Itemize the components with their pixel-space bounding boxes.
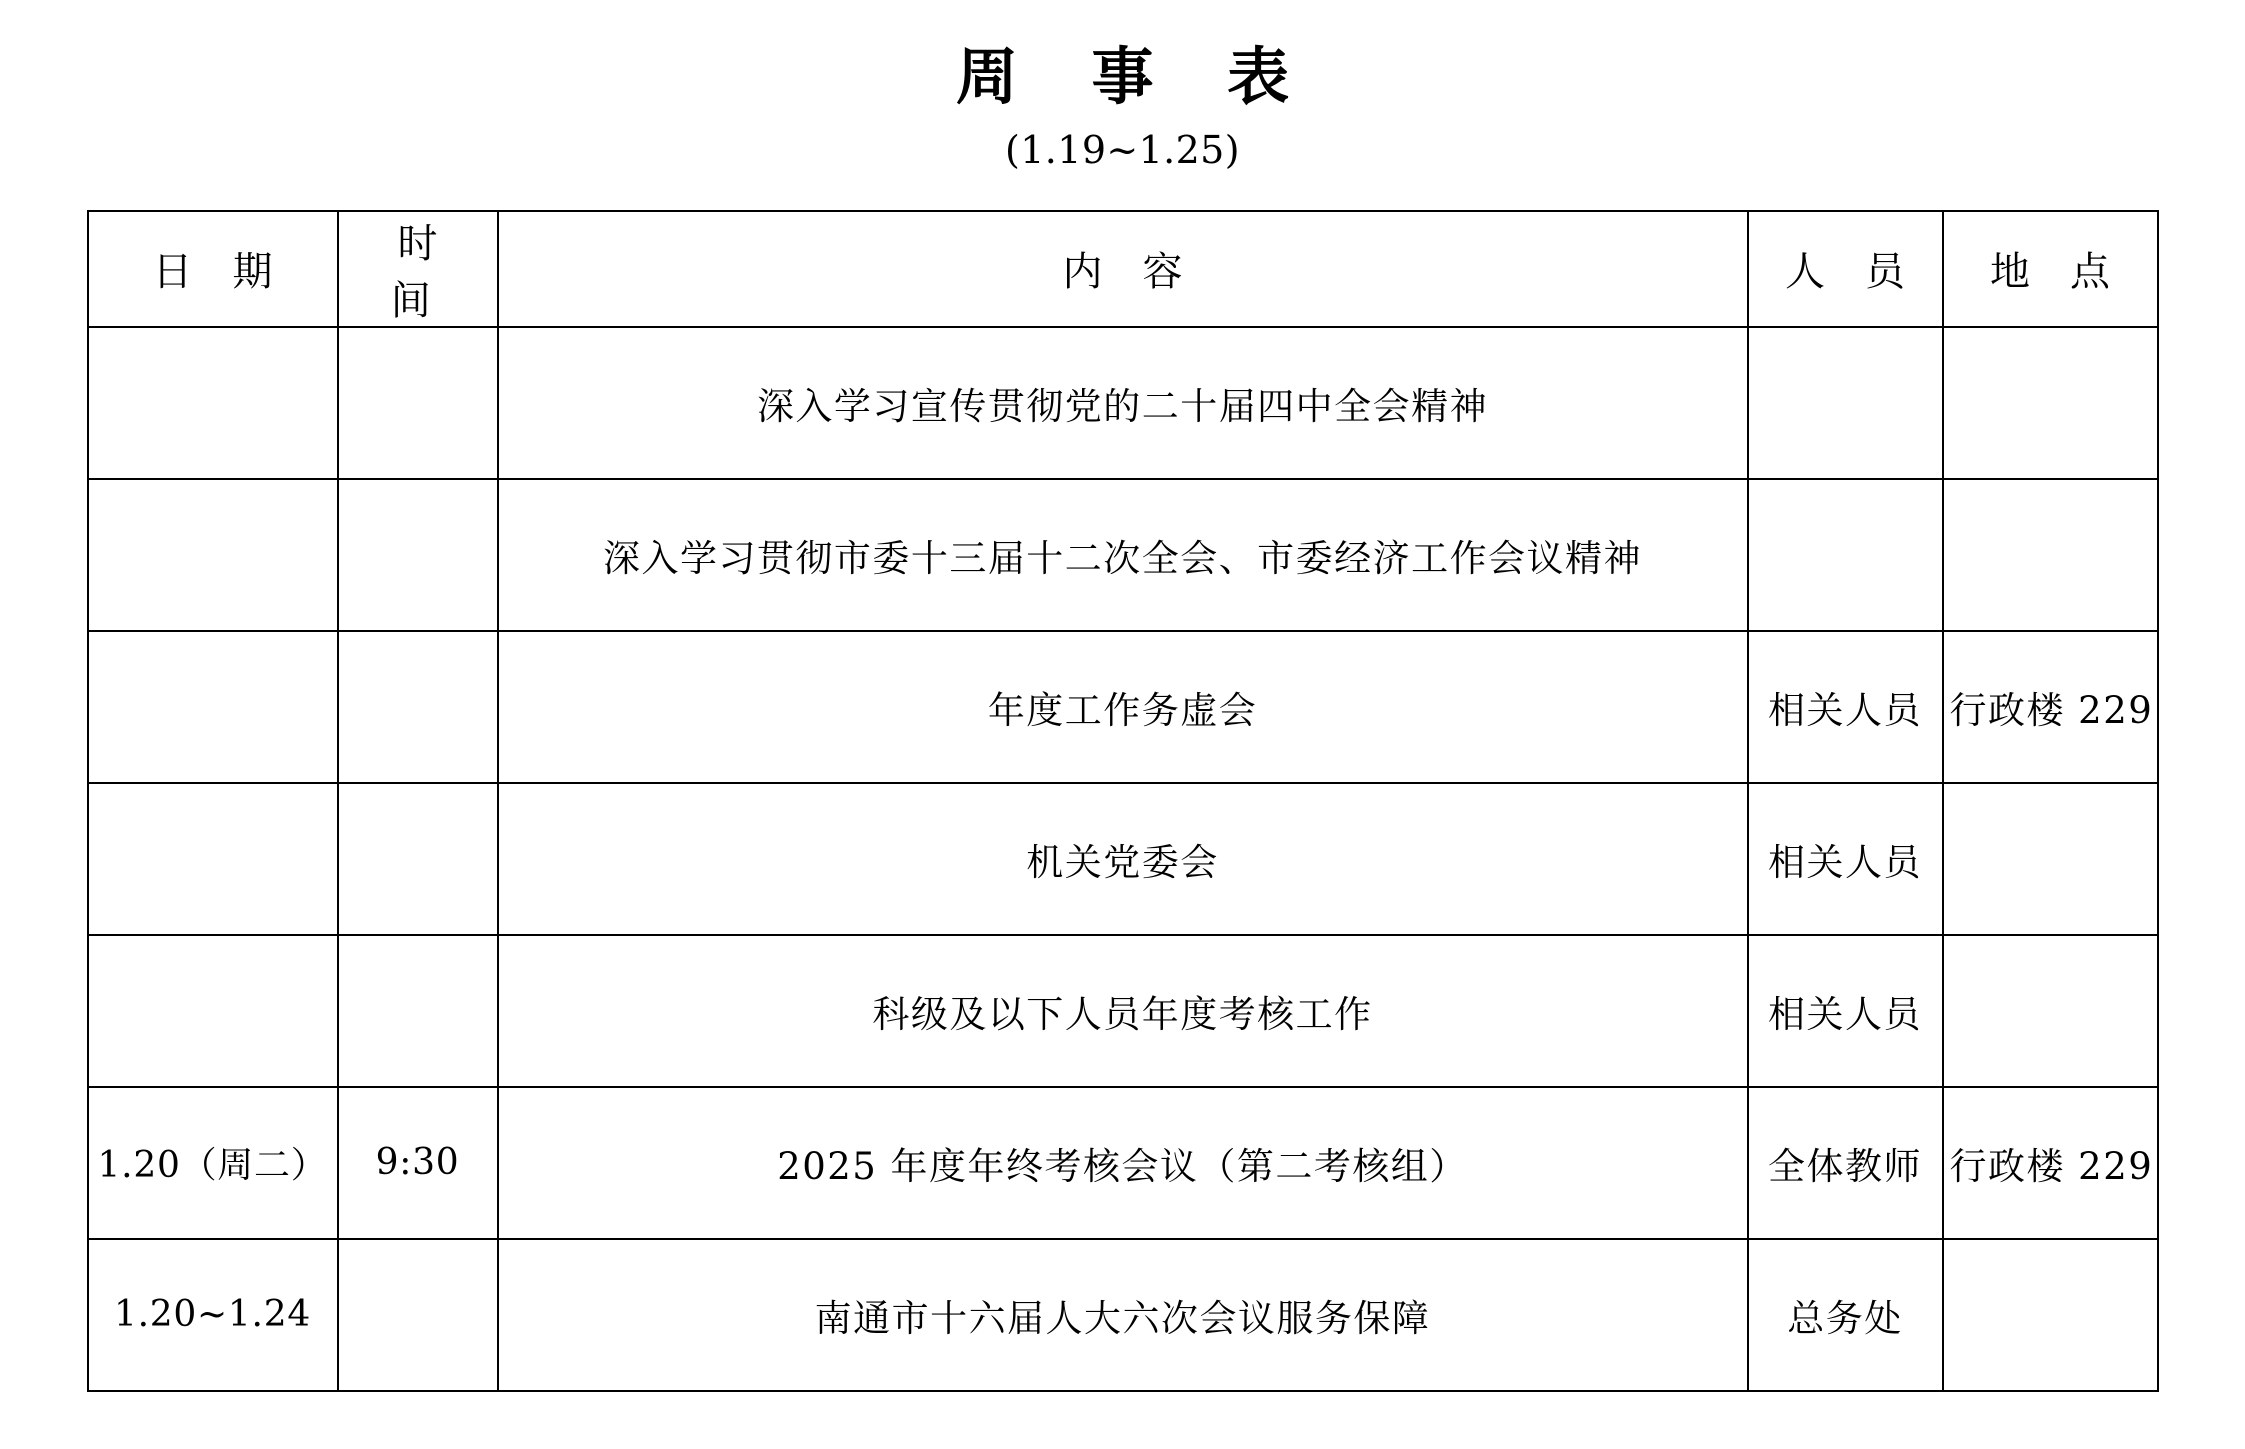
cell-place: 行政楼 229 [1943, 1087, 2158, 1239]
cell-person: 总务处 [1748, 1239, 1943, 1391]
cell-place [1943, 1239, 2158, 1391]
table-row [88, 1239, 2158, 1391]
cell-content: 机关党委会 [498, 783, 1748, 935]
cell-content: 科级及以下人员年度考核工作 [498, 935, 1748, 1087]
column-header-date: 日 期 [88, 211, 338, 327]
column-header-content: 内 容 [498, 211, 1748, 327]
cell-time [338, 783, 498, 935]
cell-person: 相关人员 [1748, 783, 1943, 935]
cell-person: 相关人员 [1748, 631, 1943, 783]
column-header-place: 地 点 [1943, 211, 2158, 327]
cell-time [338, 631, 498, 783]
cell-date [88, 479, 338, 631]
cell-content: 深入学习贯彻市委十三届十二次全会、市委经济工作会议精神 [498, 479, 1748, 631]
cell-date: 1.20~1.24 [88, 1239, 338, 1391]
cell-time [338, 1239, 498, 1391]
table-body [88, 327, 2158, 1391]
document-page [0, 38, 2245, 1449]
cell-place [1943, 479, 2158, 631]
column-header-time: 时 间 [338, 211, 498, 327]
cell-date [88, 631, 338, 783]
cell-date: 1.20（周二） [88, 1087, 338, 1239]
cell-person: 相关人员 [1748, 935, 1943, 1087]
cell-content: 深入学习宣传贯彻党的二十届四中全会精神 [498, 327, 1748, 479]
page-subtitle: (1.19~1.25) [1005, 127, 1240, 172]
cell-place [1943, 327, 2158, 479]
cell-place [1943, 935, 2158, 1087]
cell-time [338, 327, 498, 479]
table-row [88, 631, 2158, 783]
cell-time: 9:30 [338, 1087, 498, 1239]
cell-content: 南通市十六届人大六次会议服务保障 [498, 1239, 1748, 1391]
column-header-person: 人 员 [1748, 211, 1943, 327]
table-row [88, 783, 2158, 935]
cell-time [338, 935, 498, 1087]
cell-date [88, 327, 338, 479]
table-row [88, 935, 2158, 1087]
table-row [88, 479, 2158, 631]
weekly-schedule-table [87, 210, 2159, 1392]
cell-person [1748, 327, 1943, 479]
cell-content: 2025 年度年终考核会议（第二考核组） [498, 1087, 1748, 1239]
table-row [88, 327, 2158, 479]
cell-content: 年度工作务虚会 [498, 631, 1748, 783]
cell-date [88, 935, 338, 1087]
table-row [88, 1087, 2158, 1239]
table-header [88, 211, 2158, 327]
cell-person: 全体教师 [1748, 1087, 1943, 1239]
page-title: 周 事 表 [955, 40, 1316, 113]
cell-place: 行政楼 229 [1943, 631, 2158, 783]
table-header-row [88, 211, 2158, 327]
cell-person [1748, 479, 1943, 631]
cell-place [1943, 783, 2158, 935]
cell-date [88, 783, 338, 935]
cell-time [338, 479, 498, 631]
